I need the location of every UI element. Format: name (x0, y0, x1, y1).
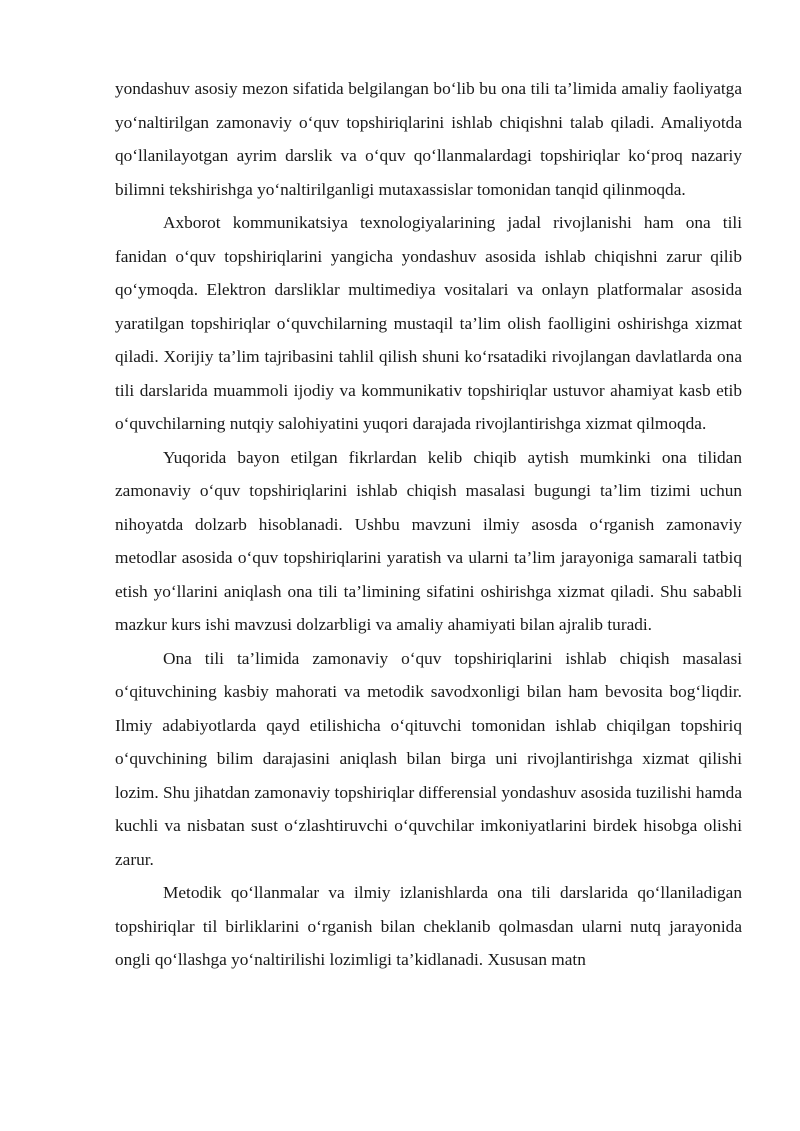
paragraph-ict: Axborot kommunikatsiya texnologiyalarining jadal rivojlanishi ham ona tili fanidan o‘quv topshiriqlarini yangicha yondashuv asosida ishlab chiqishni zarur qilib qo‘ymoqda. Elektron darsliklar multimediya vositalari va onlayn platformalar asosida yaratilgan topshiriqlar o‘quvchilarning mustaqil ta’lim olish faolligini oshirishga xizmat qiladi. Xorijiy ta’lim tajribasini tahlil qilish shuni ko‘rsatadiki rivojlangan davlatlarda ona tili darslarida muammoli ijodiy va kommunikativ topshiriqlar ustuvor ahamiyat kasb etib o‘quvchilarning nutqiy salohiyatini yuqori darajada rivojlantirishga xizmat qilmoqda. (115, 213, 742, 433)
paragraph-methodical: Metodik qo‘llanmalar va ilmiy izlanishlarda ona tili darslarida qo‘llaniladigan topshiriqlar til birliklarini o‘rganish bilan cheklanib qolmasdan ularni nutq jarayonida ongli qo‘llashga yo‘naltirilishi lozimligi ta’kidlanadi. Xususan matn (115, 883, 742, 969)
paragraph-teacher: Ona tili ta’limida zamonaviy o‘quv topshiriqlarini ishlab chiqish masalasi o‘qituvchining kasbiy mahorati va metodik savodxonligi bilan ham bevosita bog‘liqdir. Ilmiy adabiyotlarda qayd etilishicha o‘qituvchi tomonidan ishlab chiqilgan topshiriq o‘quvchining bilim darajasini aniqlash bilan birga uni rivojlantirishga xizmat qilishi lozim. Shu jihatdan zamonaviy topshiriqlar differensial yondashuv asosida tuzilishi hamda kuchli va nisbatan sust o‘zlashtiruvchi o‘quvchilar imkoniyatlarini birdek hisobga olishi zarur. (115, 648, 742, 869)
paragraph-relevance: Yuqorida bayon etilgan fikrlardan kelib chiqib aytish mumkinki ona tilidan zamonaviy o‘quv topshiriqlarini ishlab chiqish masalasi bugungi ta’lim tizimi uchun nihoyatda dolzarb hisoblanadi. Ushbu mavzuni ilmiy asosda o‘rganish zamonaviy metodlar asosida o‘quv topshiriqlarini yaratish va ularni ta’lim jarayoniga samarali tatbiq etish yo‘llarini aniqlash ona tili ta’limining sifatini oshirishga xizmat qiladi. Shu sababli mazkur kurs ishi mavzusi dolzarbligi va amaliy ahamiyati bilan ajralib turadi. (115, 447, 742, 634)
paragraph-continuation: yondashuv asosiy mezon sifatida belgilangan bo‘lib bu ona tili ta’limida amaliy faoliyatga yo‘naltirilgan zamonaviy o‘quv topshiriqlarini ishlab chiqishni talab qiladi. Amaliyotda qo‘llanilayotgan ayrim darslik va o‘quv qo‘llanmalardagi topshiriqlar ko‘proq nazariy bilimni tekshirishga yo‘naltirilganligi mutaxassislar tomonidan tanqid qilinmoqda. (115, 79, 742, 199)
document-page (115, 72, 742, 977)
